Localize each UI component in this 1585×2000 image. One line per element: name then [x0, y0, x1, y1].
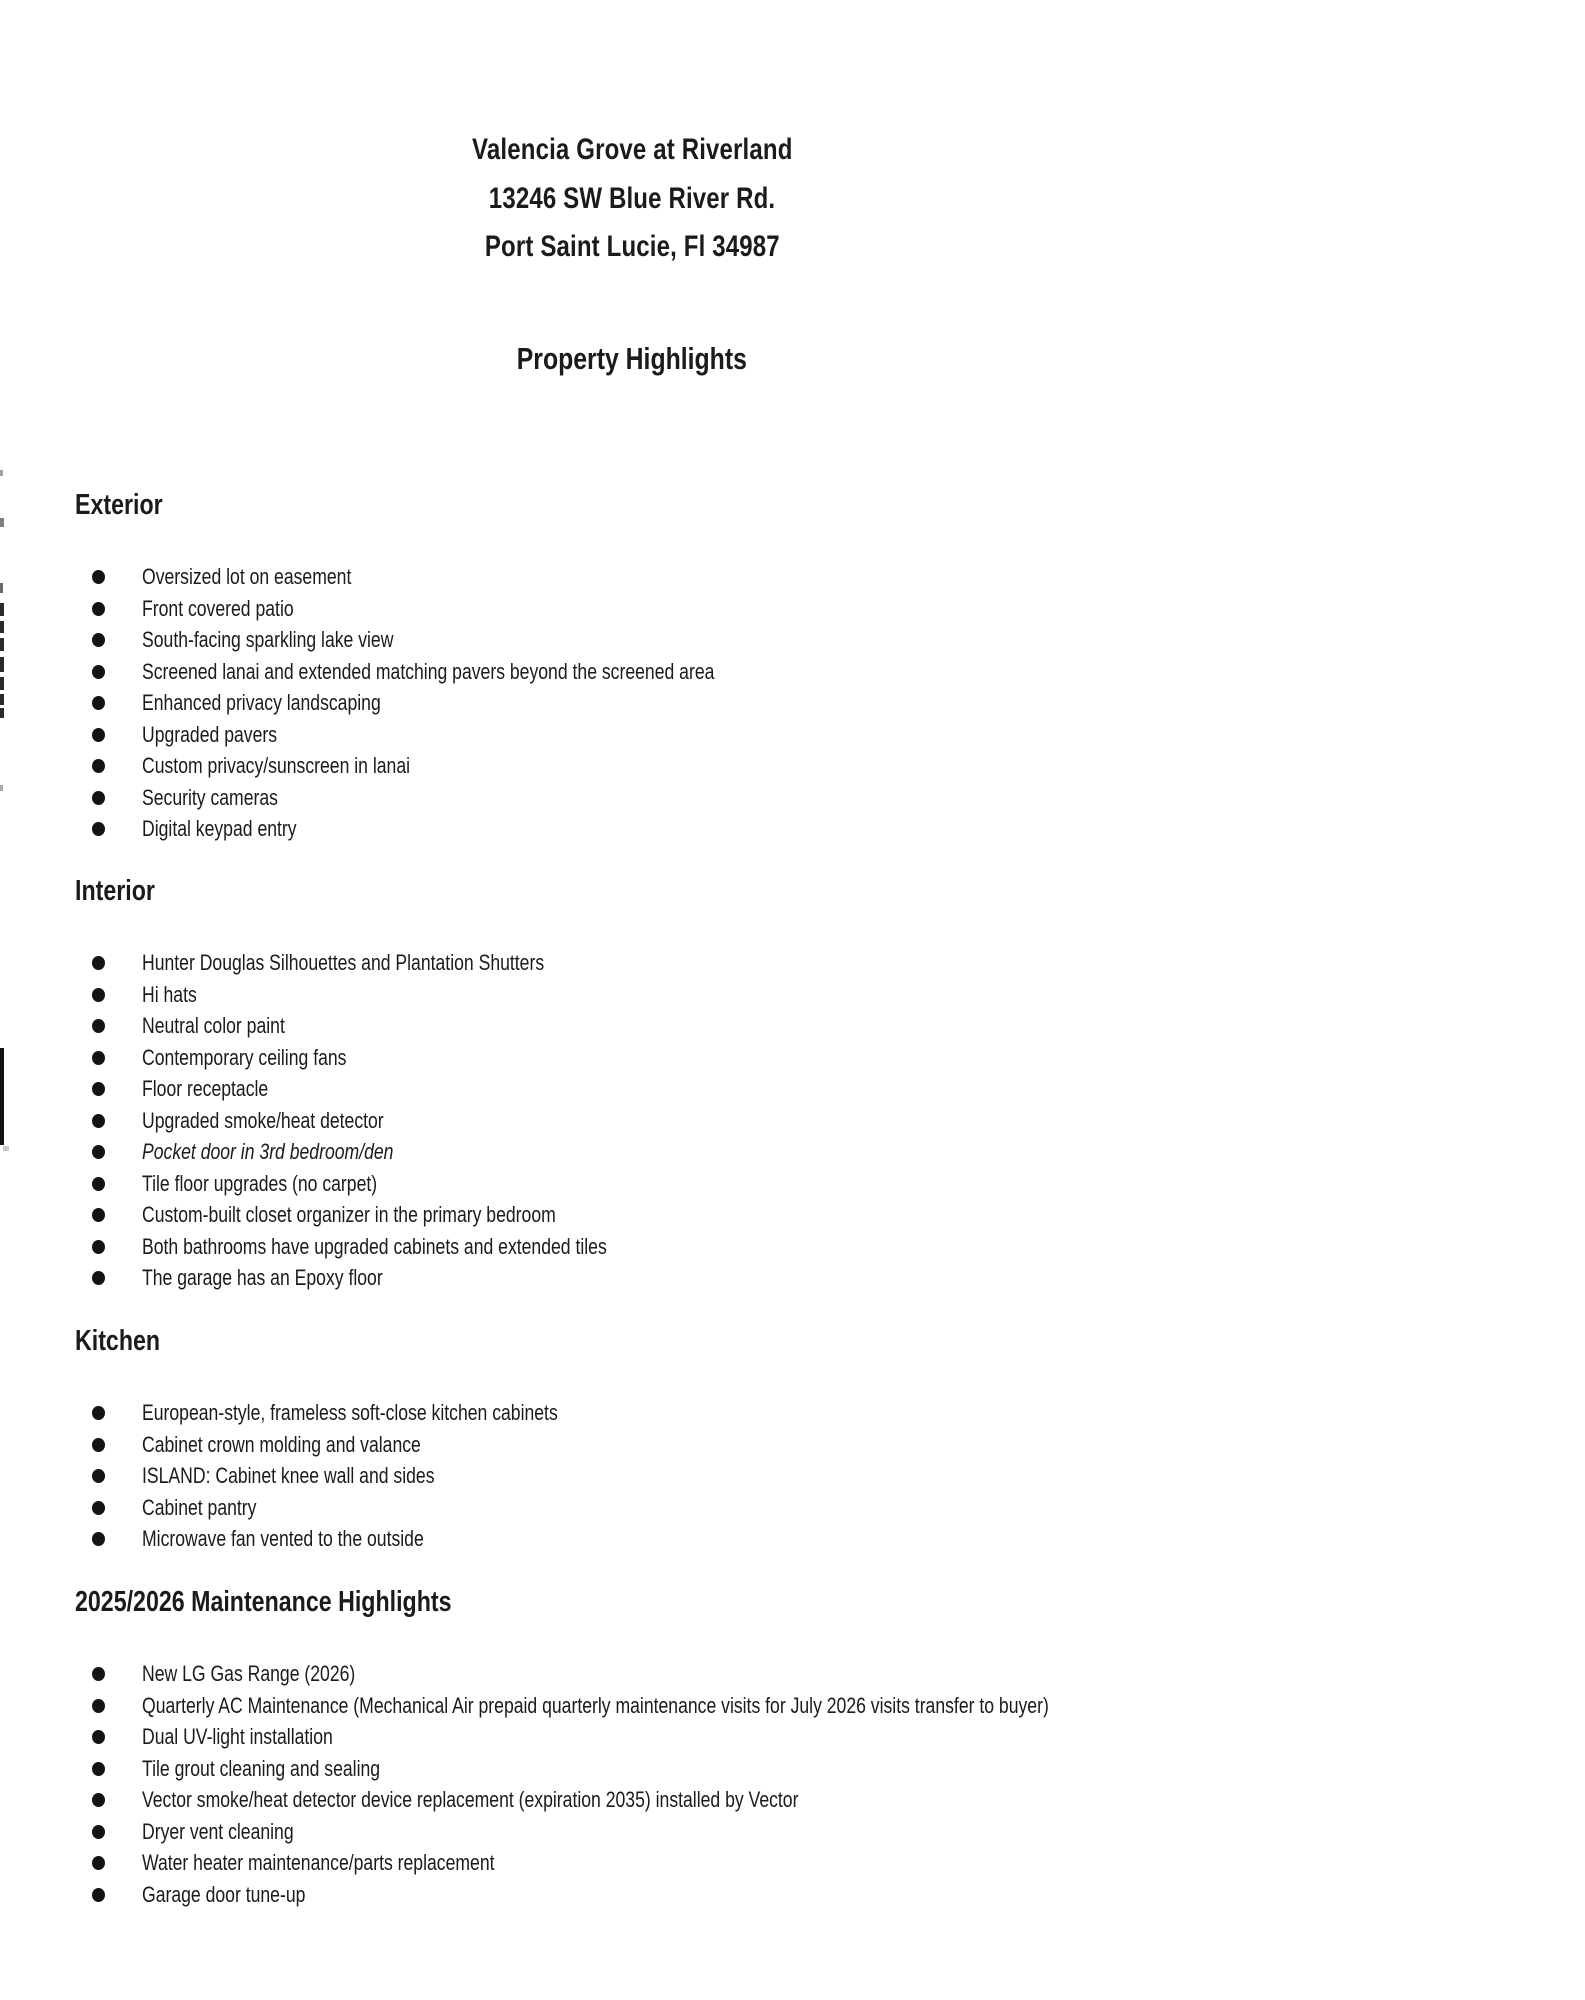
- list-item-text: European-style, frameless soft-close kitchen cabinets: [142, 1400, 558, 1425]
- bullet-icon: [92, 1825, 105, 1839]
- list-item-text: Pocket door in 3rd bedroom/den: [142, 1139, 394, 1164]
- scan-artifact: [0, 621, 4, 633]
- section-interior: [75, 875, 1555, 1294]
- section-exterior: [75, 489, 1555, 845]
- list-item-text: Water heater maintenance/parts replacement: [142, 1850, 495, 1875]
- list-item: [75, 1690, 1555, 1722]
- section-kitchen: [75, 1325, 1555, 1555]
- section-heading-text: Exterior: [75, 489, 163, 521]
- bullet-icon: [92, 665, 105, 679]
- bullet-icon: [92, 1051, 105, 1065]
- bullet-icon: [92, 1208, 105, 1222]
- list-item-text: Garage door tune-up: [142, 1881, 306, 1907]
- list-item-text: Custom privacy/sunscreen in lanai: [142, 753, 411, 778]
- street-address-line: [0, 175, 1264, 224]
- bullet-icon: [92, 1114, 105, 1128]
- bullet-icon: [92, 759, 105, 773]
- section-heading: [75, 1325, 1555, 1357]
- scan-artifact: [0, 708, 4, 718]
- community-name: Valencia Grove at Riverland: [471, 133, 793, 166]
- list-item-text: Hi hats: [142, 981, 197, 1007]
- list-item-text: Digital keypad entry: [142, 816, 297, 841]
- list-item: [75, 1397, 1555, 1429]
- street-address: 13246 SW Blue River Rd.: [488, 181, 776, 215]
- list-item: [75, 719, 1555, 751]
- list-item: [75, 1847, 1555, 1879]
- section-heading-text: Interior: [75, 875, 155, 907]
- list-item: [75, 1199, 1555, 1231]
- list-item-text: Floor receptacle: [142, 1076, 269, 1101]
- scan-artifact: [0, 518, 4, 527]
- page-title-text: Property Highlights: [516, 341, 748, 376]
- scan-artifact: [0, 638, 4, 651]
- list-item-text: Hunter Douglas Silhouettes and Plantation Shutters: [142, 950, 545, 975]
- bullet-icon: [92, 570, 105, 584]
- page-title: [0, 341, 1264, 377]
- bullet-icon: [92, 1271, 105, 1285]
- list-item-text: Both bathrooms have upgraded cabinets and extended tiles: [142, 1233, 607, 1259]
- bullet-icon: [92, 791, 105, 805]
- list-item-text: Cabinet crown molding and valance: [142, 1431, 421, 1457]
- list-item: [75, 593, 1555, 625]
- bullet-icon: [92, 988, 105, 1002]
- section-heading-text: Kitchen: [75, 1325, 161, 1357]
- bullet-icon: [92, 696, 105, 710]
- list-item: [75, 1168, 1555, 1200]
- list-item-text: Tile floor upgrades (no carpet): [142, 1170, 378, 1196]
- list-item: [75, 687, 1555, 719]
- list-item-text: Screened lanai and extended matching pavers beyond the screened area: [142, 658, 715, 684]
- section-2025-2026-maintenance-highlights: [75, 1586, 1555, 1910]
- city-state-zip-line: [0, 223, 1264, 272]
- list-item: [75, 1753, 1555, 1785]
- bullet-icon: [92, 602, 105, 616]
- list-item-text: Upgraded pavers: [142, 721, 278, 747]
- list-item: [75, 782, 1555, 814]
- list-item: [75, 1136, 1555, 1168]
- list-item-text: Neutral color paint: [142, 1013, 285, 1038]
- list-item: [75, 813, 1555, 845]
- section-heading: [75, 1586, 1555, 1618]
- list-item: [75, 979, 1555, 1011]
- scan-artifact: [3, 1146, 9, 1151]
- bullet-icon: [92, 822, 105, 836]
- bullet-icon: [92, 1762, 105, 1776]
- scan-artifact: [0, 677, 4, 690]
- bullet-list: [75, 947, 1555, 1294]
- list-item: [75, 750, 1555, 782]
- scan-artifact: [0, 603, 4, 616]
- list-item-text: Quarterly AC Maintenance (Mechanical Air prepaid quarterly maintenance visits for July 2026 visits transfer to buyer): [142, 1692, 1049, 1718]
- scan-artifact: [0, 785, 3, 791]
- section-heading: [75, 489, 1555, 521]
- list-item: [75, 1231, 1555, 1263]
- community-name-line: [0, 126, 1264, 175]
- scan-artifact: [0, 657, 4, 672]
- list-item: [75, 1658, 1555, 1690]
- list-item: [75, 1010, 1555, 1042]
- list-item: [75, 1523, 1555, 1555]
- bullet-list: [75, 1658, 1555, 1910]
- bullet-list: [75, 561, 1555, 845]
- list-item-text: Front covered patio: [142, 595, 294, 621]
- list-item: [75, 656, 1555, 688]
- list-item: [75, 1429, 1555, 1461]
- list-item-text: ISLAND: Cabinet knee wall and sides: [142, 1463, 435, 1488]
- bullet-icon: [92, 1082, 105, 1096]
- list-item: [75, 561, 1555, 593]
- bullet-icon: [92, 633, 105, 647]
- list-item-text: The garage has an Epoxy floor: [142, 1265, 383, 1290]
- list-item-text: South-facing sparkling lake view: [142, 627, 394, 652]
- bullet-icon: [92, 1532, 105, 1546]
- list-item: [75, 1721, 1555, 1753]
- list-item: [75, 624, 1555, 656]
- bullet-icon: [92, 1501, 105, 1515]
- list-item-text: Contemporary ceiling fans: [142, 1044, 347, 1070]
- section-heading-text: 2025/2026 Maintenance Highlights: [75, 1586, 452, 1618]
- list-item-text: Enhanced privacy landscaping: [142, 690, 381, 715]
- list-item-text: Dryer vent cleaning: [142, 1818, 294, 1844]
- list-item-text: Dual UV-light installation: [142, 1724, 333, 1749]
- scan-artifact: [0, 1048, 4, 1145]
- bullet-icon: [92, 1145, 105, 1159]
- bullet-icon: [92, 956, 105, 970]
- scan-artifact: [0, 694, 4, 705]
- bullet-icon: [92, 1406, 105, 1420]
- list-item-text: Security cameras: [142, 784, 278, 810]
- list-item: [75, 1073, 1555, 1105]
- list-item-text: Microwave fan vented to the outside: [142, 1526, 424, 1551]
- list-item-text: Vector smoke/heat detector device replacement (expiration 2035) installed by Vector: [142, 1787, 799, 1812]
- list-item: [75, 1460, 1555, 1492]
- bullet-icon: [92, 1730, 105, 1744]
- list-item: [75, 1816, 1555, 1848]
- list-item: [75, 1879, 1555, 1911]
- bullet-icon: [92, 1699, 105, 1713]
- scan-artifact: [0, 470, 3, 476]
- list-item: [75, 1492, 1555, 1524]
- bullet-icon: [92, 728, 105, 742]
- bullet-icon: [92, 1177, 105, 1191]
- list-item: [75, 1262, 1555, 1294]
- document-header: [0, 126, 1264, 272]
- scan-artifact: [0, 583, 3, 593]
- bullet-icon: [92, 1793, 105, 1807]
- bullet-list: [75, 1397, 1555, 1555]
- list-item-text: Custom-built closet organizer in the primary bedroom: [142, 1202, 556, 1227]
- list-item-text: Tile grout cleaning and sealing: [142, 1755, 381, 1781]
- list-item: [75, 1105, 1555, 1137]
- bullet-icon: [92, 1240, 105, 1254]
- bullet-icon: [92, 1469, 105, 1483]
- list-item: [75, 1784, 1555, 1816]
- list-item: [75, 947, 1555, 979]
- bullet-icon: [92, 1667, 105, 1681]
- bullet-icon: [92, 1856, 105, 1870]
- list-item-text: Oversized lot on easement: [142, 564, 352, 589]
- list-item-text: Upgraded smoke/heat detector: [142, 1107, 384, 1133]
- list-item-text: New LG Gas Range (2026): [142, 1661, 356, 1686]
- bullet-icon: [92, 1888, 105, 1902]
- list-item: [75, 1042, 1555, 1074]
- bullet-icon: [92, 1438, 105, 1452]
- list-item-text: Cabinet pantry: [142, 1494, 257, 1520]
- section-heading: [75, 875, 1555, 907]
- city-state-zip: Port Saint Lucie, Fl 34987: [484, 230, 780, 263]
- bullet-icon: [92, 1019, 105, 1033]
